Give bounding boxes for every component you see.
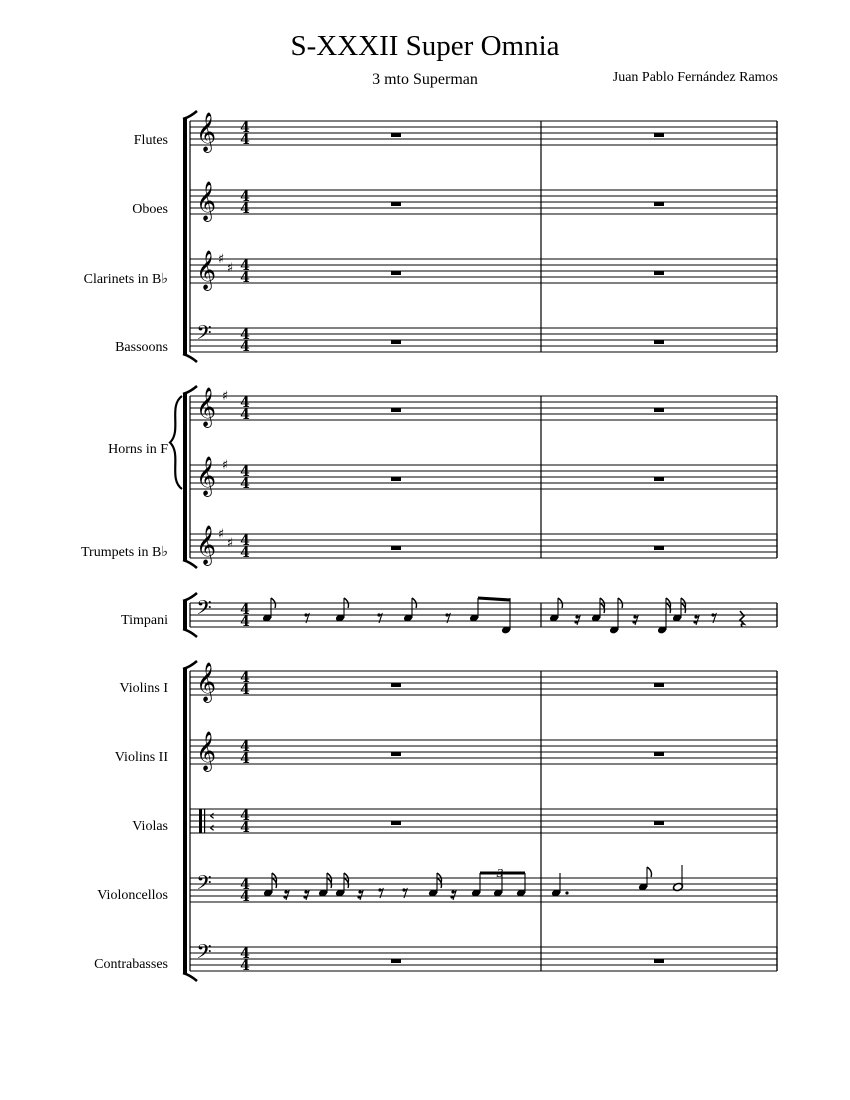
whole-rest	[654, 133, 664, 137]
time-sig-numerator: 4	[240, 877, 250, 893]
bracket-bottom	[183, 629, 197, 637]
whole-rest	[654, 821, 664, 825]
time-sig-denominator: 4	[240, 132, 250, 148]
treble-clef: 𝄞	[195, 112, 217, 152]
whole-rest	[654, 546, 664, 550]
sixteenth-rest	[357, 895, 360, 898]
sixteenth-rest	[283, 895, 286, 898]
time-sig-denominator: 4	[240, 270, 250, 286]
eighth-rest	[306, 614, 309, 623]
sixteenth-rest	[696, 616, 699, 625]
staff-label-violins-1: Violins I	[119, 681, 168, 696]
whole-rest	[391, 340, 401, 344]
alto-clef	[199, 809, 202, 833]
staff-label-timpani: Timpani	[121, 613, 168, 628]
key-sharp: ♯	[226, 536, 234, 551]
sixteenth-rest	[450, 895, 453, 898]
staff-label-contrabasses: Contrabasses	[94, 957, 168, 972]
staff-label-clarinets: Clarinets in B♭	[83, 272, 168, 287]
bass-clef: 𝄢	[196, 596, 212, 624]
bass-clef: 𝄢	[196, 321, 212, 349]
time-sig-numerator: 4	[240, 602, 250, 618]
time-sig-denominator: 4	[240, 476, 250, 492]
time-sig-denominator: 4	[240, 614, 250, 630]
treble-clef: 𝄞	[195, 525, 217, 565]
horns-brace	[170, 396, 182, 489]
time-sig-denominator: 4	[240, 407, 250, 423]
sixteenth-rest	[693, 620, 696, 623]
treble-clef: 𝄞	[195, 250, 217, 290]
sixteenth-rest	[453, 891, 456, 900]
sixteenth-rest	[303, 895, 306, 898]
time-sig-numerator: 4	[240, 670, 250, 686]
key-sharp: ♯	[217, 252, 225, 267]
sixteenth-rest	[577, 616, 580, 625]
sixteenth-rest	[306, 891, 309, 900]
whole-rest	[391, 546, 401, 550]
time-sig-numerator: 4	[240, 189, 250, 205]
beam	[478, 598, 510, 600]
whole-rest	[391, 752, 401, 756]
time-sig-numerator: 4	[240, 395, 250, 411]
eighth-rest	[404, 889, 407, 898]
sixteenth-rest	[360, 891, 363, 900]
time-sig-numerator: 4	[240, 258, 250, 274]
group-bracket	[183, 601, 187, 629]
whole-rest	[391, 821, 401, 825]
sixteenth-rest	[632, 620, 635, 623]
note-flag	[647, 867, 652, 877]
bracket-bottom	[183, 560, 197, 568]
whole-rest	[654, 752, 664, 756]
eighth-rest	[713, 614, 716, 623]
alto-clef: ‹	[209, 820, 215, 836]
staff-label-violins-2: Violins II	[114, 750, 168, 765]
time-sig-denominator: 4	[240, 682, 250, 698]
augmentation-dot	[565, 891, 568, 894]
time-sig-numerator: 4	[240, 946, 250, 962]
quarter-rest	[740, 611, 744, 627]
time-sig-denominator: 4	[240, 545, 250, 561]
staff-label-oboes: Oboes	[132, 202, 168, 217]
time-sig-numerator: 4	[240, 464, 250, 480]
treble-clef: 𝄞	[195, 662, 217, 702]
alto-clef: ‹	[209, 808, 215, 824]
whole-rest	[654, 271, 664, 275]
time-sig-denominator: 4	[240, 820, 250, 836]
treble-clef: 𝄞	[195, 456, 217, 496]
group-bracket	[183, 119, 187, 354]
staff-label-bassoons: Bassoons	[115, 340, 168, 355]
time-sig-numerator: 4	[240, 120, 250, 136]
staff-label-flutes: Flutes	[133, 133, 168, 148]
whole-rest	[391, 477, 401, 481]
score-subtitle: 3 mto Superman	[372, 71, 478, 88]
sixteenth-rest	[286, 891, 289, 900]
bracket-top	[183, 111, 197, 119]
whole-rest	[654, 202, 664, 206]
whole-rest	[391, 271, 401, 275]
sixteenth-rest	[574, 620, 577, 623]
whole-rest	[654, 683, 664, 687]
treble-clef: 𝄞	[195, 181, 217, 221]
group-bracket	[183, 669, 187, 973]
whole-rest	[391, 408, 401, 412]
score-title: S-XXXII Super Omnia	[290, 30, 560, 62]
staff-label-violas: Violas	[132, 819, 168, 834]
eighth-rest	[380, 889, 383, 898]
tuplet-number: 3	[496, 867, 504, 880]
treble-clef: 𝄞	[195, 387, 217, 427]
whole-rest	[654, 477, 664, 481]
time-sig-denominator: 4	[240, 339, 250, 355]
whole-rest	[654, 340, 664, 344]
bass-clef: 𝄢	[196, 940, 212, 968]
staff-label-violoncellos: Violoncellos	[97, 888, 168, 903]
whole-rest	[654, 959, 664, 963]
bracket-bottom	[183, 973, 197, 981]
whole-rest	[391, 683, 401, 687]
bracket-top	[183, 386, 197, 394]
alto-clef	[204, 809, 205, 833]
time-sig-denominator: 4	[240, 201, 250, 217]
bracket-bottom	[183, 354, 197, 362]
time-sig-numerator: 4	[240, 739, 250, 755]
eighth-rest	[379, 614, 382, 623]
time-sig-numerator: 4	[240, 533, 250, 549]
eighth-rest	[447, 614, 450, 623]
group-bracket	[183, 394, 187, 560]
bracket-top	[183, 661, 197, 669]
time-sig-denominator: 4	[240, 958, 250, 974]
bass-clef: 𝄢	[196, 871, 212, 899]
whole-rest	[391, 959, 401, 963]
sixteenth-rest	[635, 616, 638, 625]
time-sig-denominator: 4	[240, 751, 250, 767]
key-sharp: ♯	[226, 261, 234, 276]
staff-label-trumpets: Trumpets in B♭	[81, 545, 168, 560]
key-sharp: ♯	[217, 527, 225, 542]
key-sharp: ♯	[221, 458, 229, 473]
whole-rest	[391, 133, 401, 137]
composer-name: Juan Pablo Fernández Ramos	[612, 70, 778, 85]
time-sig-numerator: 4	[240, 327, 250, 343]
whole-rest	[391, 202, 401, 206]
time-sig-numerator: 4	[240, 808, 250, 824]
bracket-top	[183, 593, 197, 601]
time-sig-denominator: 4	[240, 889, 250, 905]
staff-label-horns: Horns in F	[108, 442, 168, 457]
key-sharp: ♯	[221, 389, 229, 404]
whole-rest	[654, 408, 664, 412]
treble-clef: 𝄞	[195, 731, 217, 771]
